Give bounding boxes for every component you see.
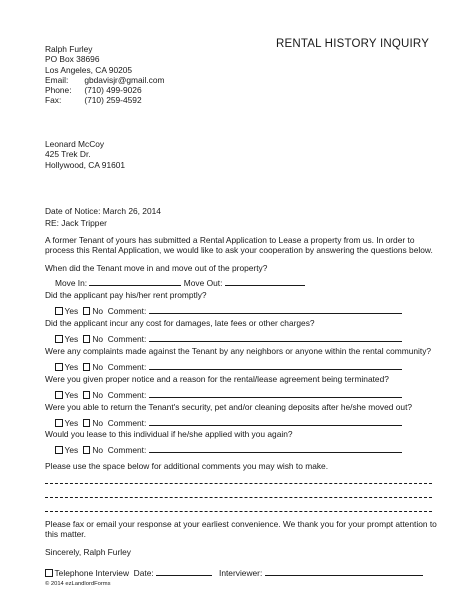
yes-label: Yes bbox=[64, 390, 79, 400]
complaints-answer-row bbox=[55, 361, 402, 372]
no-checkbox[interactable] bbox=[83, 419, 91, 427]
question-notice: Were you given proper notice and a reason for the rental/lease agreement being terminated? bbox=[45, 374, 389, 384]
yes-checkbox[interactable] bbox=[55, 363, 63, 371]
sender-name: Ralph Furley bbox=[45, 44, 93, 54]
move-out-label: Move Out: bbox=[183, 278, 223, 288]
yes-checkbox[interactable] bbox=[55, 307, 63, 315]
comment-label: Comment: bbox=[107, 445, 147, 455]
damages-answer-row bbox=[55, 333, 402, 344]
interviewer-field[interactable] bbox=[265, 567, 423, 576]
sender-block bbox=[45, 44, 165, 106]
move-in-label: Move In: bbox=[55, 278, 88, 288]
yes-label: Yes bbox=[64, 418, 79, 428]
no-checkbox[interactable] bbox=[83, 335, 91, 343]
sender-email-row bbox=[45, 75, 165, 85]
copyright: © 2014 ezLandlordForms bbox=[45, 581, 111, 587]
sender-fax: (710) 259-4592 bbox=[84, 95, 142, 106]
no-label: No bbox=[92, 306, 104, 316]
recipient-address-1: 425 Trek Dr. bbox=[45, 149, 91, 160]
date-label: Date: bbox=[133, 568, 154, 578]
no-checkbox[interactable] bbox=[83, 363, 91, 371]
move-out-field[interactable] bbox=[225, 277, 305, 286]
recipient-name: Leonard McCoy bbox=[45, 139, 105, 149]
rent-prompt-answer-row bbox=[55, 305, 402, 316]
no-label: No bbox=[92, 362, 104, 372]
question-deposits: Were you able to return the Tenant's security, pet and/or cleaning deposits after he/she moved out? bbox=[45, 402, 413, 412]
notice-date: Date of Notice: March 26, 2014 bbox=[45, 206, 161, 216]
comment-line-3[interactable] bbox=[45, 511, 432, 512]
comment-field[interactable] bbox=[149, 333, 402, 342]
sender-fax-row bbox=[45, 95, 165, 105]
sender-email: gbdavisjr@gmail.com bbox=[84, 74, 165, 85]
no-label: No bbox=[92, 334, 104, 344]
telephone-interview-checkbox[interactable] bbox=[45, 569, 53, 577]
yes-label: Yes bbox=[64, 306, 79, 316]
notice-answer-row bbox=[55, 389, 402, 400]
sender-phone-row bbox=[45, 85, 165, 95]
yes-label: Yes bbox=[64, 445, 79, 455]
telephone-interview-label: Telephone Interview bbox=[54, 568, 129, 578]
lease-again-answer-row bbox=[55, 444, 402, 455]
yes-checkbox[interactable] bbox=[55, 391, 63, 399]
fax-label: Fax: bbox=[45, 95, 62, 106]
interview-date-field[interactable] bbox=[156, 567, 212, 576]
sender-address-1: PO Box 38696 bbox=[45, 54, 100, 65]
comment-field[interactable] bbox=[149, 305, 402, 314]
comment-field[interactable] bbox=[149, 417, 402, 426]
telephone-interview-row bbox=[45, 567, 423, 578]
comment-field[interactable] bbox=[149, 389, 402, 398]
question-rent-prompt: Did the applicant pay his/her rent promptly? bbox=[45, 290, 207, 300]
comment-field[interactable] bbox=[149, 444, 402, 453]
comment-label: Comment: bbox=[107, 334, 147, 344]
comments-prompt: Please use the space below for additional comments you may wish to make. bbox=[45, 461, 329, 471]
no-checkbox[interactable] bbox=[83, 391, 91, 399]
yes-label: Yes bbox=[64, 334, 79, 344]
signoff: Sincerely, Ralph Furley bbox=[45, 547, 131, 557]
no-label: No bbox=[92, 390, 104, 400]
no-label: No bbox=[92, 418, 104, 428]
question-damages: Did the applicant incur any cost for damages, late fees or other charges? bbox=[45, 318, 315, 328]
no-label: No bbox=[92, 445, 104, 455]
yes-checkbox[interactable] bbox=[55, 419, 63, 427]
question-move-dates: When did the Tenant move in and move out of the property? bbox=[45, 263, 268, 273]
no-checkbox[interactable] bbox=[83, 307, 91, 315]
move-in-field[interactable] bbox=[89, 277, 181, 286]
comment-label: Comment: bbox=[107, 306, 147, 316]
comment-label: Comment: bbox=[107, 418, 147, 428]
sender-address-2: Los Angeles, CA 90205 bbox=[45, 64, 133, 75]
phone-label: Phone: bbox=[45, 85, 72, 96]
yes-checkbox[interactable] bbox=[55, 446, 63, 454]
recipient-block bbox=[45, 139, 125, 170]
recipient-address-2: Hollywood, CA 91601 bbox=[45, 159, 126, 170]
email-label: Email: bbox=[45, 74, 69, 85]
question-complaints: Were any complaints made against the Tenant by any neighbors or anyone within the rental community? bbox=[45, 346, 432, 356]
re-line: RE: Jack Tripper bbox=[45, 218, 107, 228]
no-checkbox[interactable] bbox=[83, 446, 91, 454]
sender-phone: (710) 499-9026 bbox=[84, 85, 142, 96]
comment-line-2[interactable] bbox=[45, 497, 432, 498]
comment-label: Comment: bbox=[107, 362, 147, 372]
intro-paragraph: A former Tenant of yours has submitted a Rental Application to Lease a property from us. In order to process this Rental Application, we would like to ask your cooperation by answering the questions below. bbox=[45, 235, 433, 256]
interviewer-label: Interviewer: bbox=[219, 568, 263, 578]
form-title: RENTAL HISTORY INQUIRY bbox=[276, 38, 430, 50]
yes-checkbox[interactable] bbox=[55, 335, 63, 343]
comment-line-1[interactable] bbox=[45, 483, 432, 484]
move-dates-row bbox=[55, 277, 305, 288]
question-lease-again: Would you lease to this individual if he/she applied with you again? bbox=[45, 429, 293, 439]
comment-label: Comment: bbox=[107, 390, 147, 400]
comment-field[interactable] bbox=[149, 361, 402, 370]
yes-label: Yes bbox=[64, 362, 79, 372]
deposits-answer-row bbox=[55, 417, 402, 428]
closing-request: Please fax or email your response at your earliest convenience. We thank you for your prompt attention to this matter. bbox=[45, 519, 437, 540]
